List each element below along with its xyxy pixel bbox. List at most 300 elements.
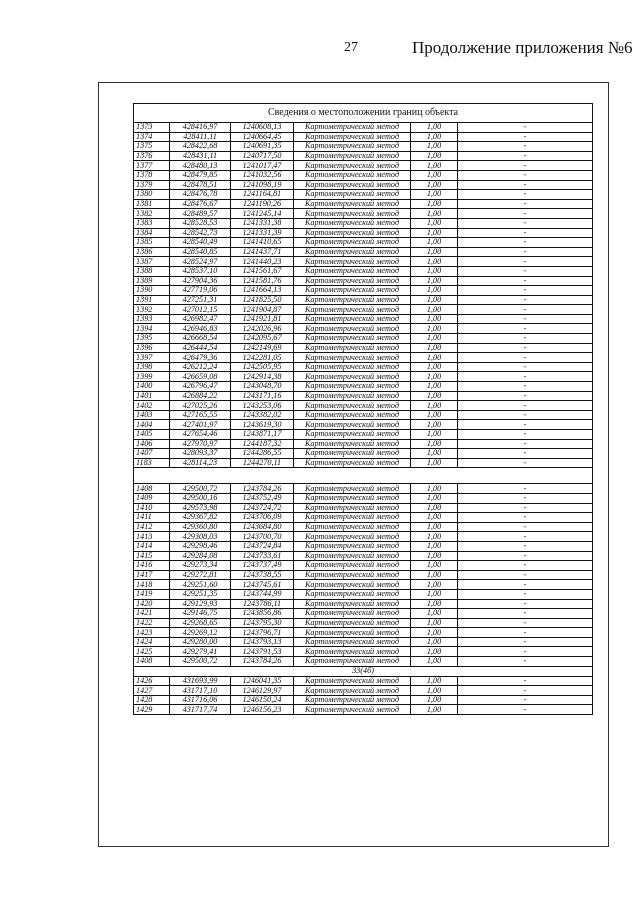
description-cell: - — [458, 132, 593, 142]
coord-y-cell: 1240691,35 — [231, 142, 294, 152]
coord-x-cell: 428540,49 — [170, 238, 231, 248]
table-row — [134, 161, 593, 171]
point-number-cell: 1416 — [134, 561, 170, 571]
coord-y-cell: 1241190,26 — [231, 199, 294, 209]
coord-x-cell: 427251,31 — [170, 295, 231, 305]
coord-y-cell: 1241017,47 — [231, 161, 294, 171]
method-cell: Картометрический метод — [294, 561, 411, 571]
table-row — [134, 401, 593, 411]
accuracy-cell: 1,00 — [411, 503, 458, 513]
table-row — [134, 314, 593, 324]
method-cell: Картометрический метод — [294, 647, 411, 657]
coord-x-cell: 428478,51 — [170, 180, 231, 190]
coord-x-cell: 429251,35 — [170, 589, 231, 599]
description-cell: - — [458, 266, 593, 276]
coord-y-cell: 1241664,13 — [231, 286, 294, 296]
coord-y-cell: 1243745,61 — [231, 580, 294, 590]
coord-x-cell: 428524,97 — [170, 257, 231, 267]
coord-x-cell: 429129,93 — [170, 599, 231, 609]
description-cell: - — [458, 190, 593, 200]
coord-y-cell: 1246156,23 — [231, 705, 294, 715]
point-number-cell: 1412 — [134, 522, 170, 532]
accuracy-cell: 1,00 — [411, 705, 458, 715]
method-cell: Картометрический метод — [294, 382, 411, 392]
description-cell: - — [458, 123, 593, 133]
description-cell: - — [458, 314, 593, 324]
table-row — [134, 541, 593, 551]
coord-y-cell: 1243796,71 — [231, 628, 294, 638]
description-cell: - — [458, 161, 593, 171]
method-cell: Картометрический метод — [294, 362, 411, 372]
table-row — [134, 522, 593, 532]
accuracy-cell: 1,00 — [411, 362, 458, 372]
table-row — [134, 362, 593, 372]
table-row — [134, 238, 593, 248]
coord-y-cell: 1246129,97 — [231, 686, 294, 696]
accuracy-cell: 1,00 — [411, 570, 458, 580]
point-number-cell: 1421 — [134, 609, 170, 619]
method-cell: Картометрический метод — [294, 353, 411, 363]
point-number-cell: 1376 — [134, 151, 170, 161]
accuracy-cell: 1,00 — [411, 647, 458, 657]
accuracy-cell: 1,00 — [411, 493, 458, 503]
table-row — [134, 382, 593, 392]
accuracy-cell: 1,00 — [411, 170, 458, 180]
coord-x-cell: 431693,99 — [170, 676, 231, 686]
description-cell: - — [458, 439, 593, 449]
method-cell: Картометрический метод — [294, 439, 411, 449]
point-number-cell: 1396 — [134, 343, 170, 353]
description-cell: - — [458, 449, 593, 459]
accuracy-cell: 1,00 — [411, 324, 458, 334]
description-cell: - — [458, 353, 593, 363]
accuracy-cell: 1,00 — [411, 628, 458, 638]
point-number-cell: 1390 — [134, 286, 170, 296]
description-cell: - — [458, 493, 593, 503]
point-number-cell: 1419 — [134, 589, 170, 599]
table-row — [134, 228, 593, 238]
point-number-cell: 1425 — [134, 647, 170, 657]
table-row — [134, 218, 593, 228]
description-cell: - — [458, 382, 593, 392]
coord-y-cell: 1240608,13 — [231, 123, 294, 133]
point-number-cell: 1417 — [134, 570, 170, 580]
description-cell: - — [458, 580, 593, 590]
description-cell: - — [458, 420, 593, 430]
coord-y-cell: 1241921,81 — [231, 314, 294, 324]
method-cell: Картометрический метод — [294, 401, 411, 411]
coord-x-cell: 428537,10 — [170, 266, 231, 276]
method-cell: Картометрический метод — [294, 522, 411, 532]
point-number-cell: 1383 — [134, 218, 170, 228]
description-cell: - — [458, 199, 593, 209]
description-cell: - — [458, 238, 593, 248]
accuracy-cell: 1,00 — [411, 314, 458, 324]
coord-y-cell: 1243171,16 — [231, 391, 294, 401]
method-cell: Картометрический метод — [294, 305, 411, 315]
section-gap-row — [134, 468, 593, 484]
point-number-cell: 1373 — [134, 123, 170, 133]
accuracy-cell: 1,00 — [411, 190, 458, 200]
coord-x-cell: 428431,11 — [170, 151, 231, 161]
table-row — [134, 439, 593, 449]
coord-x-cell: 428422,68 — [170, 142, 231, 152]
description-cell: - — [458, 532, 593, 542]
point-number-cell: 1429 — [134, 705, 170, 715]
table-row — [134, 458, 593, 468]
method-cell: Картометрический метод — [294, 334, 411, 344]
coord-y-cell: 1241825,50 — [231, 295, 294, 305]
accuracy-cell: 1,00 — [411, 484, 458, 494]
method-cell: Картометрический метод — [294, 228, 411, 238]
section-label-row — [134, 666, 593, 676]
coord-y-cell: 1243382,02 — [231, 410, 294, 420]
coord-y-cell: 1243706,09 — [231, 513, 294, 523]
description-cell: - — [458, 362, 593, 372]
table-row — [134, 142, 593, 152]
coord-x-cell: 429298,46 — [170, 541, 231, 551]
table-row — [134, 532, 593, 542]
method-cell: Картометрический метод — [294, 695, 411, 705]
table-row — [134, 647, 593, 657]
description-cell: - — [458, 343, 593, 353]
coord-y-cell: 1243684,80 — [231, 522, 294, 532]
description-cell: - — [458, 513, 593, 523]
coord-y-cell: 1241437,71 — [231, 247, 294, 257]
method-cell: Картометрический метод — [294, 151, 411, 161]
coord-y-cell: 1246041,35 — [231, 676, 294, 686]
description-cell: - — [458, 391, 593, 401]
accuracy-cell: 1,00 — [411, 458, 458, 468]
coord-x-cell: 427719,06 — [170, 286, 231, 296]
coord-x-cell: 427012,15 — [170, 305, 231, 315]
accuracy-cell: 1,00 — [411, 449, 458, 459]
method-cell: Картометрический метод — [294, 410, 411, 420]
table-row — [134, 484, 593, 494]
table-row — [134, 334, 593, 344]
accuracy-cell: 1,00 — [411, 522, 458, 532]
table-row — [134, 276, 593, 286]
coord-y-cell: 1243619,30 — [231, 420, 294, 430]
table-row — [134, 343, 593, 353]
table-row — [134, 199, 593, 209]
coord-x-cell: 429279,41 — [170, 647, 231, 657]
point-number-cell: 1183 — [134, 458, 170, 468]
description-cell: - — [458, 218, 593, 228]
coord-x-cell: 426946,83 — [170, 324, 231, 334]
coord-y-cell: 1241561,67 — [231, 266, 294, 276]
table-row — [134, 570, 593, 580]
table-row — [134, 695, 593, 705]
table-row — [134, 190, 593, 200]
method-cell: Картометрический метод — [294, 199, 411, 209]
description-cell: - — [458, 503, 593, 513]
method-cell: Картометрический метод — [294, 430, 411, 440]
coord-x-cell: 428480,13 — [170, 161, 231, 171]
coord-x-cell: 429280,00 — [170, 637, 231, 647]
accuracy-cell: 1,00 — [411, 382, 458, 392]
method-cell: Картометрический метод — [294, 170, 411, 180]
section-label: 33(4б) — [134, 666, 593, 676]
coord-x-cell: 431717,74 — [170, 705, 231, 715]
method-cell: Картометрический метод — [294, 132, 411, 142]
description-cell: - — [458, 628, 593, 638]
coord-x-cell: 428489,57 — [170, 209, 231, 219]
description-cell: - — [458, 276, 593, 286]
coord-x-cell: 428479,85 — [170, 170, 231, 180]
method-cell: Картометрический метод — [294, 589, 411, 599]
method-cell: Картометрический метод — [294, 391, 411, 401]
coord-y-cell: 1242281,05 — [231, 353, 294, 363]
point-number-cell: 1405 — [134, 430, 170, 440]
table-row — [134, 391, 593, 401]
table-caption-row — [134, 104, 593, 123]
table-row — [134, 247, 593, 257]
description-cell: - — [458, 522, 593, 532]
coord-y-cell: 1241032,56 — [231, 170, 294, 180]
accuracy-cell: 1,00 — [411, 561, 458, 571]
point-number-cell: 1409 — [134, 493, 170, 503]
table-row — [134, 305, 593, 315]
accuracy-cell: 1,00 — [411, 199, 458, 209]
coord-y-cell: 1246150,24 — [231, 695, 294, 705]
description-cell: - — [458, 676, 593, 686]
accuracy-cell: 1,00 — [411, 353, 458, 363]
table-row — [134, 372, 593, 382]
coord-y-cell: 1243700,70 — [231, 532, 294, 542]
description-cell: - — [458, 541, 593, 551]
point-number-cell: 1380 — [134, 190, 170, 200]
description-cell: - — [458, 151, 593, 161]
coord-x-cell: 429284,08 — [170, 551, 231, 561]
point-number-cell: 1394 — [134, 324, 170, 334]
table-row — [134, 628, 593, 638]
method-cell: Картометрический метод — [294, 142, 411, 152]
description-cell: - — [458, 686, 593, 696]
method-cell: Картометрический метод — [294, 657, 411, 667]
description-cell: - — [458, 637, 593, 647]
point-number-cell: 1382 — [134, 209, 170, 219]
coord-y-cell: 1243737,49 — [231, 561, 294, 571]
coord-x-cell: 427970,97 — [170, 439, 231, 449]
point-number-cell: 1388 — [134, 266, 170, 276]
coord-x-cell: 427165,55 — [170, 410, 231, 420]
coord-x-cell: 427654,46 — [170, 430, 231, 440]
coord-y-cell: 1242505,95 — [231, 362, 294, 372]
description-cell: - — [458, 295, 593, 305]
description-cell: - — [458, 695, 593, 705]
coord-y-cell: 1243871,17 — [231, 430, 294, 440]
description-cell: - — [458, 657, 593, 667]
coord-x-cell: 428540,85 — [170, 247, 231, 257]
coord-x-cell: 429146,75 — [170, 609, 231, 619]
description-cell: - — [458, 430, 593, 440]
accuracy-cell: 1,00 — [411, 142, 458, 152]
description-cell: - — [458, 257, 593, 267]
method-cell: Картометрический метод — [294, 458, 411, 468]
coord-x-cell: 428416,97 — [170, 123, 231, 133]
coord-y-cell: 1241440,23 — [231, 257, 294, 267]
method-cell: Картометрический метод — [294, 513, 411, 523]
coord-x-cell: 429272,81 — [170, 570, 231, 580]
point-number-cell: 1408 — [134, 484, 170, 494]
method-cell: Картометрический метод — [294, 637, 411, 647]
coord-y-cell: 1241331,38 — [231, 218, 294, 228]
point-number-cell: 1404 — [134, 420, 170, 430]
method-cell: Картометрический метод — [294, 618, 411, 628]
method-cell: Картометрический метод — [294, 628, 411, 638]
point-number-cell: 1389 — [134, 276, 170, 286]
point-number-cell: 1377 — [134, 161, 170, 171]
method-cell: Картометрический метод — [294, 580, 411, 590]
point-number-cell: 1414 — [134, 541, 170, 551]
coord-y-cell: 1243724,84 — [231, 541, 294, 551]
point-number-cell: 1418 — [134, 580, 170, 590]
description-cell: - — [458, 286, 593, 296]
coord-y-cell: 1242149,69 — [231, 343, 294, 353]
table-row — [134, 637, 593, 647]
coord-x-cell: 428411,11 — [170, 132, 231, 142]
method-cell: Картометрический метод — [294, 484, 411, 494]
coord-x-cell: 426212,24 — [170, 362, 231, 372]
coord-y-cell: 1243793,13 — [231, 637, 294, 647]
point-number-cell: 1379 — [134, 180, 170, 190]
accuracy-cell: 1,00 — [411, 391, 458, 401]
accuracy-cell: 1,00 — [411, 410, 458, 420]
coord-y-cell: 1243791,53 — [231, 647, 294, 657]
coord-x-cell: 429251,60 — [170, 580, 231, 590]
description-cell: - — [458, 570, 593, 580]
coord-y-cell: 1241904,87 — [231, 305, 294, 315]
description-cell: - — [458, 372, 593, 382]
coord-x-cell: 429360,80 — [170, 522, 231, 532]
description-cell: - — [458, 599, 593, 609]
accuracy-cell: 1,00 — [411, 238, 458, 248]
accuracy-cell: 1,00 — [411, 161, 458, 171]
point-number-cell: 1381 — [134, 199, 170, 209]
table-row — [134, 170, 593, 180]
description-cell: - — [458, 609, 593, 619]
method-cell: Картометрический метод — [294, 532, 411, 542]
method-cell: Картометрический метод — [294, 238, 411, 248]
point-number-cell: 1395 — [134, 334, 170, 344]
coord-x-cell: 428114,23 — [170, 458, 231, 468]
point-number-cell: 1378 — [134, 170, 170, 180]
description-cell: - — [458, 324, 593, 334]
accuracy-cell: 1,00 — [411, 541, 458, 551]
coord-x-cell: 428476,78 — [170, 190, 231, 200]
coord-y-cell: 1243795,30 — [231, 618, 294, 628]
table-row — [134, 589, 593, 599]
table-row — [134, 123, 593, 133]
method-cell: Картометрический метод — [294, 343, 411, 353]
method-cell: Картометрический метод — [294, 286, 411, 296]
method-cell: Картометрический метод — [294, 493, 411, 503]
description-cell: - — [458, 458, 593, 468]
point-number-cell: 1415 — [134, 551, 170, 561]
coord-y-cell: 1241164,81 — [231, 190, 294, 200]
description-cell: - — [458, 142, 593, 152]
coord-y-cell: 1243784,26 — [231, 484, 294, 494]
point-number-cell: 1391 — [134, 295, 170, 305]
coord-y-cell: 1241331,39 — [231, 228, 294, 238]
method-cell: Картометрический метод — [294, 449, 411, 459]
point-number-cell: 1397 — [134, 353, 170, 363]
table-row — [134, 676, 593, 686]
description-cell: - — [458, 180, 593, 190]
method-cell: Картометрический метод — [294, 257, 411, 267]
point-number-cell: 1387 — [134, 257, 170, 267]
point-number-cell: 1411 — [134, 513, 170, 523]
accuracy-cell: 1,00 — [411, 123, 458, 133]
coord-x-cell: 428093,37 — [170, 449, 231, 459]
accuracy-cell: 1,00 — [411, 532, 458, 542]
point-number-cell: 1393 — [134, 314, 170, 324]
coord-y-cell: 1241581,76 — [231, 276, 294, 286]
coord-x-cell: 429268,65 — [170, 618, 231, 628]
table-row — [134, 151, 593, 161]
coord-x-cell: 429308,03 — [170, 532, 231, 542]
accuracy-cell: 1,00 — [411, 257, 458, 267]
coord-y-cell: 1242095,67 — [231, 334, 294, 344]
method-cell: Картометрический метод — [294, 686, 411, 696]
coord-x-cell: 427904,36 — [170, 276, 231, 286]
coord-x-cell: 429367,82 — [170, 513, 231, 523]
coord-x-cell: 426659,08 — [170, 372, 231, 382]
description-cell: - — [458, 228, 593, 238]
coord-y-cell: 1241410,65 — [231, 238, 294, 248]
coord-x-cell: 426479,36 — [170, 353, 231, 363]
coord-x-cell: 429500,72 — [170, 657, 231, 667]
coord-y-cell: 1243786,11 — [231, 599, 294, 609]
description-cell: - — [458, 561, 593, 571]
accuracy-cell: 1,00 — [411, 343, 458, 353]
coord-y-cell: 1241245,14 — [231, 209, 294, 219]
point-number-cell: 1375 — [134, 142, 170, 152]
coord-y-cell: 1243724,72 — [231, 503, 294, 513]
accuracy-cell: 1,00 — [411, 295, 458, 305]
coord-x-cell: 429269,12 — [170, 628, 231, 638]
table-row — [134, 420, 593, 430]
description-cell: - — [458, 305, 593, 315]
table-row — [134, 266, 593, 276]
table-row — [134, 580, 593, 590]
coord-x-cell: 431716,06 — [170, 695, 231, 705]
table-row — [134, 295, 593, 305]
method-cell: Картометрический метод — [294, 209, 411, 219]
accuracy-cell: 1,00 — [411, 372, 458, 382]
coord-x-cell: 428476,67 — [170, 199, 231, 209]
method-cell: Картометрический метод — [294, 161, 411, 171]
table-row — [134, 657, 593, 667]
accuracy-cell: 1,00 — [411, 276, 458, 286]
coord-x-cell: 429500,72 — [170, 484, 231, 494]
table-row — [134, 257, 593, 267]
accuracy-cell: 1,00 — [411, 420, 458, 430]
method-cell: Картометрический метод — [294, 180, 411, 190]
point-number-cell: 1401 — [134, 391, 170, 401]
table-row — [134, 705, 593, 715]
point-number-cell: 1398 — [134, 362, 170, 372]
point-number-cell: 1402 — [134, 401, 170, 411]
table-row — [134, 599, 593, 609]
point-number-cell: 1403 — [134, 410, 170, 420]
method-cell: Картометрический метод — [294, 570, 411, 580]
table-row — [134, 180, 593, 190]
coord-x-cell: 426796,47 — [170, 382, 231, 392]
table-caption: Сведения о местоположении границ объекта — [134, 104, 593, 123]
accuracy-cell: 1,00 — [411, 439, 458, 449]
